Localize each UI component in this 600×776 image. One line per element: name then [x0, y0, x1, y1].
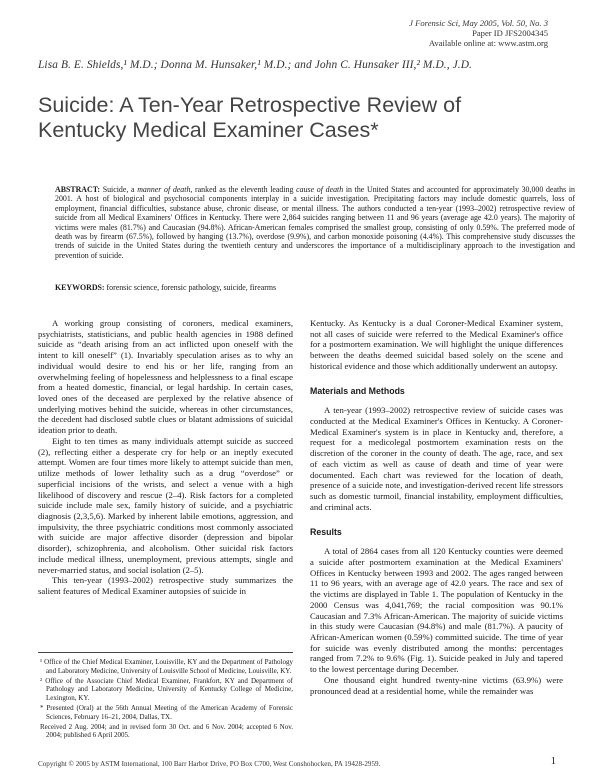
page-number: 1 — [550, 756, 556, 767]
paper-id: Paper ID JFS2004345 — [472, 28, 548, 38]
methods-heading: Materials and Methods — [310, 385, 405, 396]
footnote-dates: Received 2 Aug. 2004; and in revised form 30 Oct. and 6 Nov. 2004; accepted 6 Nov. 2004; published 6 April 2005. — [40, 722, 293, 740]
abstract-text-2: , ranked as the eleventh leading — [190, 185, 297, 194]
abstract — [55, 185, 575, 260]
abstract-term-manner: manner of death — [137, 185, 191, 194]
journal-header — [409, 18, 548, 48]
results-heading: Results — [310, 526, 342, 537]
study-summary-paragraph: This ten-year (1993–2002) retrospective study summarizes the salient features of Medical Examiner autopsies of suicide in — [38, 575, 293, 596]
abstract-text-1: Suicide, a — [100, 185, 138, 194]
author-list: Lisa B. E. Shields,¹ M.D.; Donna M. Hunsaker,¹ M.D.; and John C. Hunsaker III,² M.D., J.D. — [38, 59, 472, 71]
footnote-divider — [38, 652, 293, 653]
risk-factors-paragraph: Eight to ten times as many individuals attempt suicide as succeed (2), reflecting either a desperate cry for help or an ineptly executed attempt. Women are four times more likely to attempt suicide than men, utilize methods of lower lethality such as a drug “overdose” or superficial incisions of the wrists, and select a venue with a high likelihood of discovery and rescue (2–4). Risk factors for a completed suicide include male sex, family history of suicide, and a psychiatric diagnosis (2,3,5,6). Marked by inherent labile emotions, aggression, and impulsivity, the three psychiatric conditions most commonly associated with suicide are major affective disorder (depression and bipolar disorder), schizophrenia, and alcoholism. Other suicidal risk factors include medical illness, unemployment, previous attempts, single and never-married status, and social isolation (2–5). — [38, 435, 293, 575]
keywords-text: forensic science, forensic pathology, suicide, firearms — [104, 283, 277, 292]
abstract-term-cause: cause of death — [296, 185, 344, 194]
keywords-label: KEYWORDS: — [55, 283, 105, 292]
footnote-presentation: * Presented (Oral) at the 56th Annual Meeting of the American Academy of Forensic Sciences, February 16–21, 2004, Dallas, TX. — [40, 703, 293, 721]
abstract-text-3: in the United States and accounted for approximately 30,000 deaths in 2001. A host of biological and psychosocial components interplay in a suicide investigation. Precipitating factors may include domestic quarrels, loss of employment, financial difficulties, substance abuse, chronic disease, or mental illness. The authors conducted a ten-year (1993–2002) retrospective review of suicide from all Medical Examiners' Offices in Kentucky. There were 2,864 suicides ranging between 11 and 96 years (average age 42.0 years). The majority of victims were males (81.7%) and Caucasian (94.8%). African-American females comprised the smallest group, consisting of only 0.59%. The preferred mode of death was by firearm (67.5%), followed by hanging (13.7%), overdose (9.9%), and carbon monoxide poisoning (4.4%). This comprehensive study discusses the trends of suicide in the United States during the twentieth century and underscores the importance of a multidisciplinary approach to the investigation and prevention of suicide. — [55, 185, 575, 260]
title-line-1: Suicide: A Ten-Year Retrospective Review of — [38, 93, 462, 117]
article-title — [38, 93, 461, 143]
copyright-footer: Copyright © 2005 by ASTM International, 100 Barr Harbor Drive, PO Box C700, West Conshohocken, PA 19428-2959. — [38, 760, 381, 768]
keywords — [55, 283, 575, 292]
results-paragraph: A total of 2864 cases from all 120 Kentucky counties were deemed a suicide after postmortem examination at the Medical Examiners' Offices in Kentucky between 1993 and 2002. The ages ranged between 11 to 96 years, with an average age of 42.0 years. The race and sex of the victims are displayed in Table 1. The population of Kentucky in the 2000 Census was 4,041,769; the racial composition was 90.1% Caucasian and 7.3% African-American. The majority of suicide victims in this study were Caucasian (94.8%) and male (81.7%). A paucity of African-American women (0.59%) committed suicide. The time of year for suicide was evenly distributed among the months: percentages ranged from 7.2% to 9.6% (Fig. 1). Suicide peaked in July and tapered to the lowest percentage during December. — [310, 546, 563, 675]
intro-continuation: Kentucky. As Kentucky is a dual Coroner-Medical Examiner system, not all cases of suicide were referred to the Medical Examiner's office for a postmortem examination. We will highlight the unique differences between the deaths deemed suicidal based solely on the scene and historical evidence and those which additionally underwent an autopsy. — [310, 318, 563, 371]
footnotes — [38, 658, 293, 741]
intro-paragraph: A working group consisting of coroners, medical examiners, psychiatrists, statisticians, and public health agencies in 1988 defined suicide as “death arising from an act inflicted upon oneself with the intent to kill oneself” (1). Invariably speculation arises as to why an individual would desire to end his or her life, ranging from an overwhelming feeling of hopelessness and helplessness to a final escape from a heated domestic, financial, or legal hardship. In certain cases, loved ones of the deceased are perplexed by the relative absence of underlying motives behind the suicide, whereas in other circumstances, the decedent had disclosed subtle clues or blatant admissions of suicidal ideation prior to death. — [38, 318, 293, 436]
title-line-2: Kentucky Medical Examiner Cases* — [38, 118, 379, 142]
body-column-left — [38, 318, 293, 597]
online-availability: Available online at: www.astm.org — [428, 38, 548, 48]
abstract-label: ABSTRACT: — [55, 185, 101, 194]
footnote-affiliation-2: ² Office of the Associate Chief Medical Examiner, Frankfort, KY and Department of Pathology and Laboratory Medicine, University of Kentucky College of Medicine, Lexington, KY. — [40, 676, 293, 703]
footnote-affiliation-1: ¹ Office of the Chief Medical Examiner, Louisville, KY and the Department of Pathology and Laboratory Medicine, University of Louisville School of Medicine, Louisville, KY. — [40, 658, 293, 675]
methods-paragraph: A ten-year (1993–2002) retrospective review of suicide cases was conducted at the Medical Examiner's Offices in Kentucky. A Coroner-Medical Examiner's system is in place in Kentucky and, therefore, a request for a medicolegal postmortem examination rests on the discretion of the coroner in the county of death. The age, race, and sex of each victim as well as cause of death and time of year were documented. Each chart was reviewed for the location of death, presence of a suicide note, and investigation-derived recent life stressors such as domestic turmoil, financial instability, employment difficulties, and criminal acts. — [310, 405, 563, 512]
journal-citation: J Forensic Sci, May 2005, Vol. 50, No. 3 — [409, 18, 548, 28]
body-column-right — [310, 318, 563, 696]
location-paragraph: One thousand eight hundred twenty-nine victims (63.9%) were pronounced dead at a residential home, while the remainder was — [310, 674, 563, 696]
